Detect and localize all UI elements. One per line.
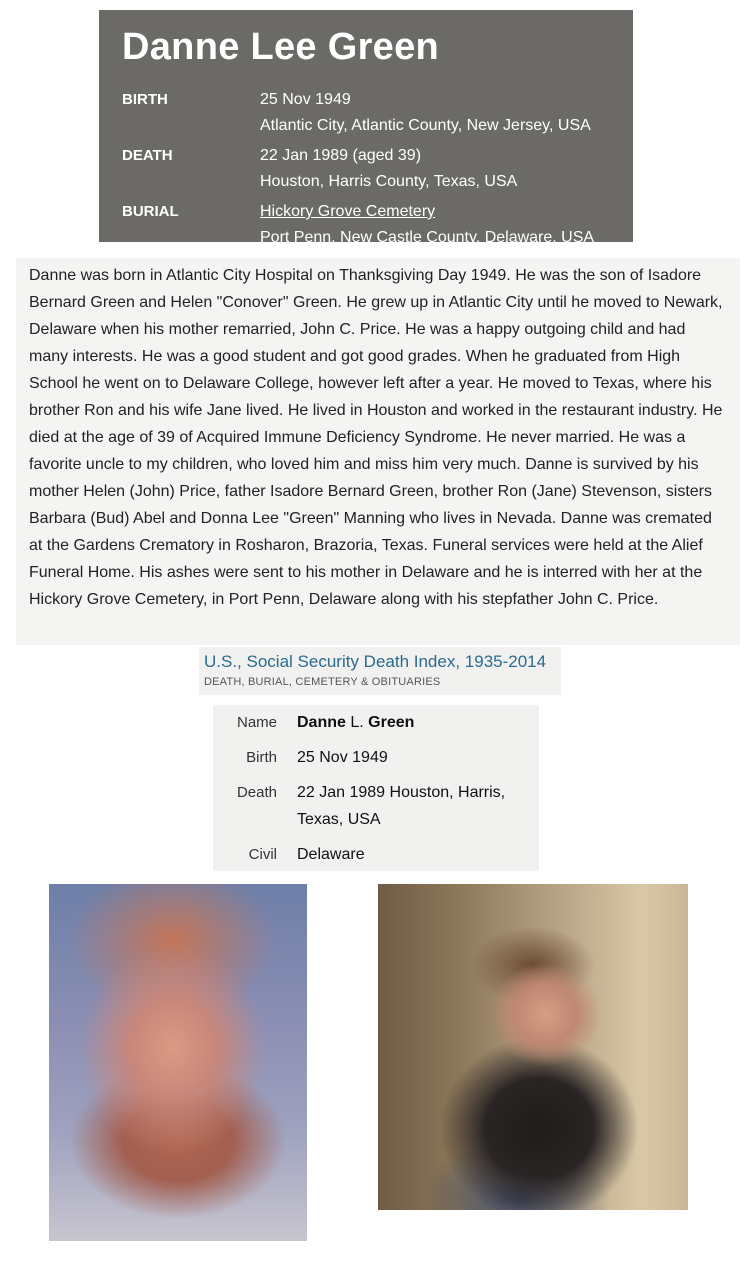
memorial-name: Danne Lee Green [122,26,440,68]
death-place: Houston, Harris County, Texas, USA [260,173,518,190]
birth-date: 25 Nov 1949 [260,91,351,108]
ssdi-civil-value: Delaware [297,846,365,863]
ssdi-civil-label: Civil [248,846,277,863]
burial-place: Port Penn, New Castle County, Delaware, USA [260,229,595,246]
ssdi-death-label: Death [236,784,277,801]
fact-label-birth: BIRTH [122,91,168,108]
ssdi-name-last: Green [368,714,415,731]
ssdi-birth-value: 25 Nov 1949 [297,749,388,766]
ssdi-birth-label: Birth [246,749,277,766]
birth-place: Atlantic City, Atlantic County, New Jersey, USA [260,117,591,134]
death-date: 22 Jan 1989 (aged 39) [260,147,422,164]
ssdi-name-first: Danne [297,714,346,731]
ssdi-category: DEATH, BURIAL, CEMETERY & OBITUARIES [204,676,441,688]
ssdi-title-link[interactable]: U.S., Social Security Death Index, 1935-2014 [204,652,547,671]
ssdi-name-middle: L. [345,714,369,731]
ssdi-record-card [213,705,539,871]
memorial-header-card [99,10,633,246]
ssdi-name-value [297,709,532,736]
biography-text: Danne was born in Atlantic City Hospital on Thanksgiving Day 1949. He was the son of Isadore Bernard Green and Helen "Conover" Green. He grew up in Atlantic City until he moved to Newark, Delaware when his mother remarried, John C. Price. He was a happy outgoing child and had many interests. He was a good student and got good grades. When he graduated from High School he went on to Delaware College, however left after a year. He moved to Texas, where his brother Ron and his wife Jane lived. He lived in Houston and worked in the restaurant industry. He died at the age of 39 of Acquired Immune Deficiency Syndrome. He never married. He was a favorite uncle to my children, who loved him and miss him very much. Danne is survived by his mother Helen (John) Price, father Isadore Bernard Green, brother Ron (Jane) Stevenson, sisters Barbara (Bud) Abel and Donna Lee "Green" Manning who lives in Nevada. Danne was cremated at the Gardens Crematory in Rosharon, Brazoria, Texas. Funeral services were held at the Alief Funeral Home. His ashes were sent to his mother in Delaware and he is interred with her at the Hickory Grove Cemetery, in Port Penn, Delaware along with his stepfather John C. Price. [16,258,740,645]
ssdi-death-value: 22 Jan 1989 Houston, Harris, Texas, USA [297,784,506,828]
portrait-photo-seated [378,884,688,1210]
ssdi-name-label: Name [236,714,277,731]
burial-cemetery-link[interactable]: Hickory Grove Cemetery [260,203,436,220]
fact-label-burial: BURIAL [122,203,179,220]
fact-label-death: DEATH [122,147,173,164]
ssdi-record-header [199,647,561,695]
portrait-photo-close-up [49,884,307,1241]
